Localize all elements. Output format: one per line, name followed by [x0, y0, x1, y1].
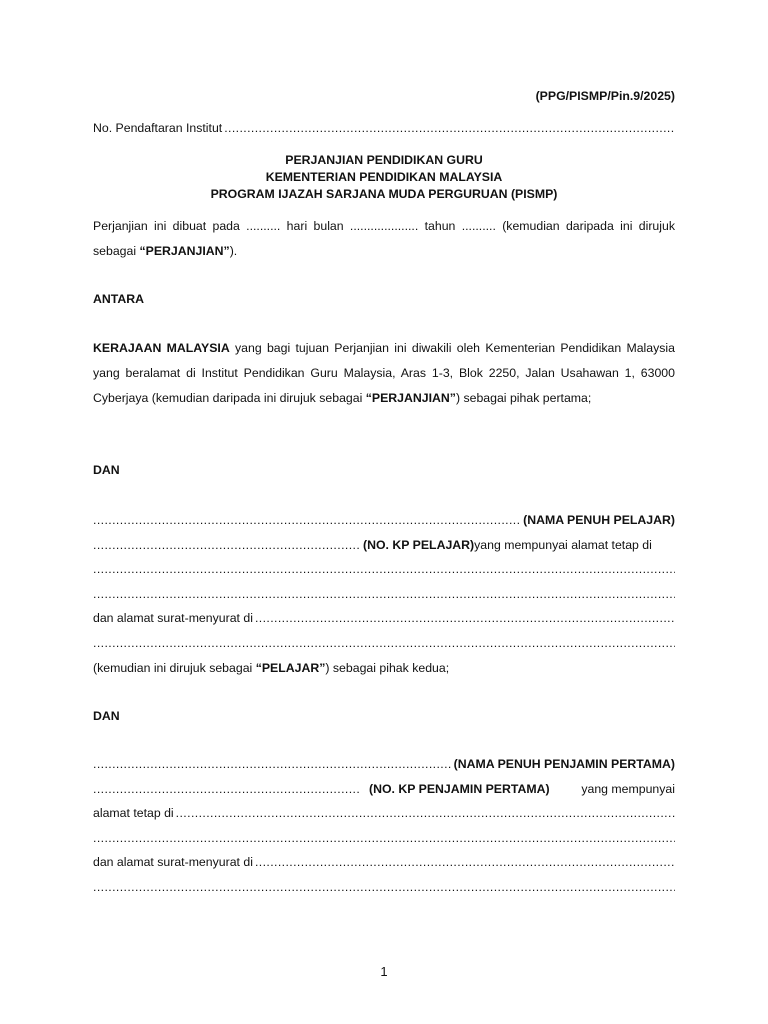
student-mail-label: dan alamat surat-menyurat di [93, 611, 253, 625]
antara-heading: ANTARA [93, 292, 145, 306]
student-ic-line [93, 538, 675, 552]
guarantor-ic-suffix: yang mempunyai [581, 782, 675, 796]
registration-line [93, 121, 675, 135]
guarantor-mail-blank [255, 855, 675, 869]
page-number: 1 [380, 964, 388, 979]
student-ref-text-end: ) sebagai pihak kedua; [325, 661, 450, 675]
student-ic-blank [93, 538, 361, 552]
intro-text: Perjanjian ini dibuat pada .......... hari bulan .................... tahun .......... (kemudian daripada ini dirujuk sebagai [93, 219, 675, 258]
title-line-2: KEMENTERIAN PENDIDIKAN MALAYSIA [265, 170, 503, 184]
student-ref-text: (kemudian ini dirujuk sebagai [93, 661, 256, 675]
guarantor-mail-label: dan alamat surat-menyurat di [93, 855, 253, 869]
title-line-1: PERJANJIAN PENDIDIKAN GURU [285, 153, 483, 167]
guarantor-ic-label: (NO. KP PENJAMIN PERTAMA) [369, 782, 550, 796]
dan-heading-1: DAN [93, 463, 120, 477]
document-reference: (PPG/PISMP/Pin.9/2025) [535, 89, 675, 103]
student-mail-blank-2 [93, 636, 675, 650]
student-address-blank-2 [93, 587, 675, 601]
student-name-label: (NAMA PENUH PELAJAR) [523, 513, 675, 527]
intro-text-end: ). [229, 244, 238, 258]
student-mail-blank [255, 611, 675, 625]
guarantor-ic-line [93, 782, 675, 796]
student-reference [93, 661, 675, 675]
guarantor-address-blank-2 [93, 831, 675, 845]
student-ic-suffix: yang mempunyai alamat tetap di [474, 538, 652, 552]
registration-blank [224, 121, 675, 135]
party1-text: yang bagi tujuan Perjanjian ini diwakili oleh Kementerian Pendidikan Malaysia yang beralamat di Institut Pendidikan Guru Malaysia, Aras 1-3, Blok 2250, Jalan Usahawan 1, 63000 Cyberjaya (kemudian daripada ini dirujuk sebagai [93, 341, 675, 405]
guarantor-ic-blank [93, 782, 361, 796]
party1-name: KERAJAAN MALAYSIA [93, 341, 230, 355]
guarantor-mail-blank-2 [93, 880, 675, 894]
student-address-line-2 [93, 587, 675, 601]
party1-paragraph [93, 336, 675, 411]
intro-bold: “PERJANJIAN” [139, 244, 230, 258]
guarantor-mail-line [93, 855, 675, 869]
student-mail-line-2 [93, 636, 675, 650]
student-ref-bold: “PELAJAR” [255, 661, 326, 675]
guarantor-address-label: alamat tetap di [93, 806, 174, 820]
student-mail-line [93, 611, 675, 625]
guarantor-name-line [93, 757, 675, 771]
party1-text-end: ) sebagai pihak pertama; [455, 391, 592, 405]
student-name-blank [93, 513, 521, 527]
guarantor-name-label: (NAMA PENUH PENJAMIN PERTAMA) [453, 757, 675, 771]
title-line-3: PROGRAM IJAZAH SARJANA MUDA PERGURUAN (PISMP) [210, 187, 558, 201]
guarantor-address-line-2 [93, 831, 675, 845]
registration-label: No. Pendaftaran Institut [93, 121, 223, 135]
student-address-blank-1 [93, 562, 675, 576]
guarantor-address-line [93, 806, 675, 820]
guarantor-mail-line-2 [93, 880, 675, 894]
student-address-line-1 [93, 562, 675, 576]
student-name-line [93, 513, 675, 527]
intro-paragraph [93, 214, 675, 264]
dan-heading-2: DAN [93, 709, 120, 723]
student-ic-label: (NO. KP PELAJAR) [363, 538, 475, 552]
guarantor-name-blank [93, 757, 452, 771]
party1-bold-ref: “PERJANJIAN” [365, 391, 456, 405]
guarantor-address-blank [176, 806, 675, 820]
